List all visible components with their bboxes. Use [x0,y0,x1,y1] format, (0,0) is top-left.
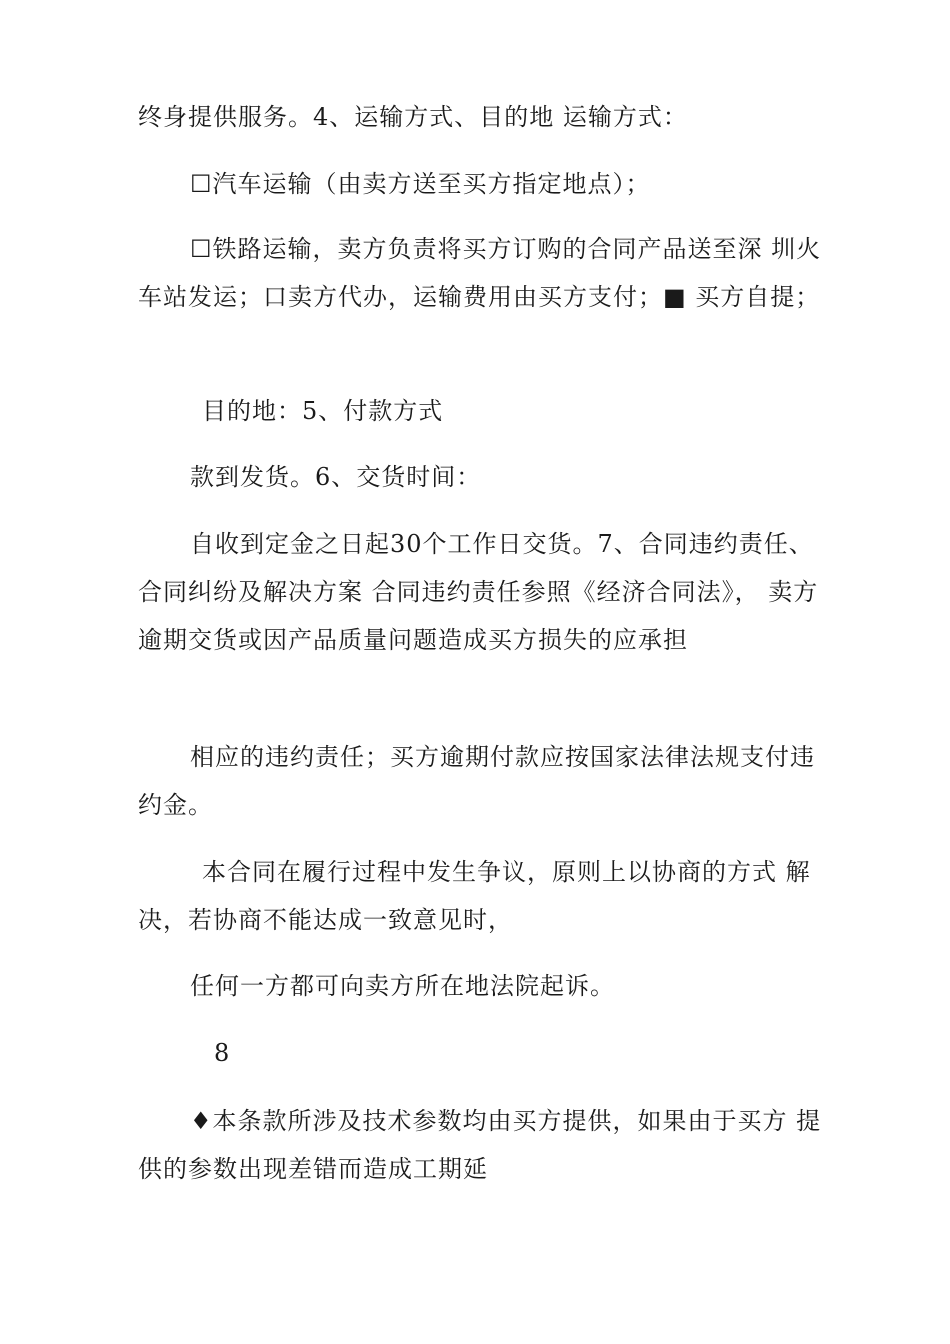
paragraph-delivery-time: 款到发货。6、交货时间： [190,463,482,491]
paragraph-lawsuit: 任何一方都可向卖方所在地法院起诉。 [190,972,615,1000]
paragraph-truck-transport: ☐汽车运输（由卖方送至买方指定地点）； [190,170,651,198]
paragraph-dispute: 本合同在履行过程中发生争议，原则上以协商的方式 解决，若协商不能达成一致意见时， [138,858,811,934]
paragraph-service-transport: 终身提供服务。4、运输方式、目的地 运输方式： [138,103,688,131]
paragraph-technical-parameters: ♦本条款所涉及技术参数均由买方提供，如果由于买方 提供的参数出现差错而造成工期延 [138,1107,822,1183]
paragraph-destination-payment: 目的地：5、付款方式 [202,397,444,425]
paragraph-breach-liability: 自收到定金之日起30个工作日交货。7、合同违约责任、合同纠纷及解决方案 合同违约责任参照《经济合同法》， 卖方逾期交货或因产品质量问题造成买方损失的应承担 [138,530,819,654]
paragraph-penalty: 相应的违约责任；买方逾期付款应按国家法律法规支付违约金。 [138,743,815,819]
paragraph-rail-transport: ☐铁路运输，卖方负责将买方订购的合同产品送至深 圳火车站发运；口卖方代办，运输费用由买方支付；■ 买方自提； [138,235,822,311]
page-number: 8 [214,1039,230,1067]
